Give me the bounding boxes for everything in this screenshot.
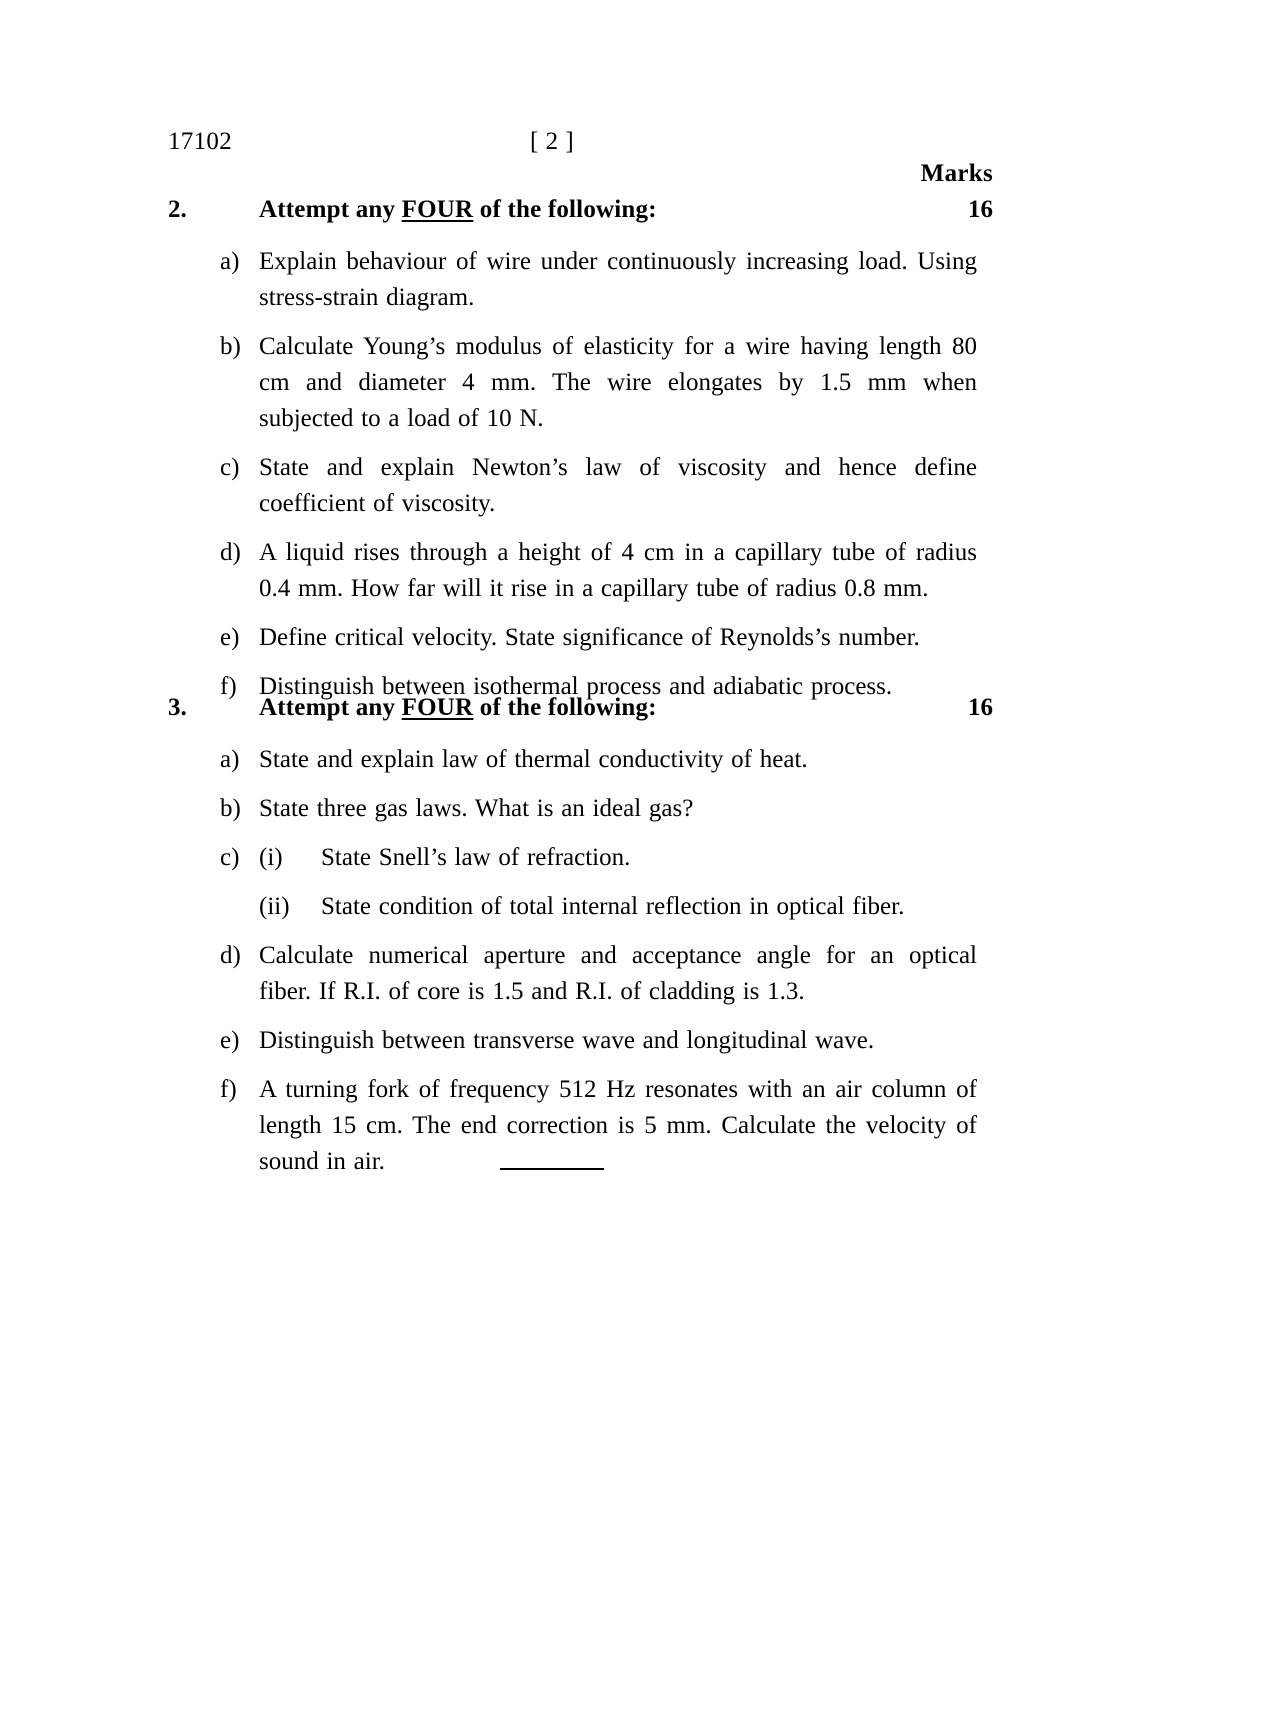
question-2-number: 2. [168,196,187,223]
list-item [168,244,994,316]
page-number: [ 2 ] [530,128,575,155]
subitem-text: State condition of total internal reflection in optical fiber. [321,893,905,920]
paper-code: 17102 [168,128,232,155]
item-text: State three gas laws. What is an ideal gas? [259,795,694,822]
item-label: a) [220,746,240,773]
item-text: State and explain Newton’s law of viscosity and hence define coefficient of viscosity. [259,454,977,517]
list-item [168,938,994,1010]
item-subparts [259,840,994,925]
item-text: A liquid rises through a height of 4 cm in a capillary tube of radius 0.4 mm. How far will it rise in a capillary tube of radius 0.8 mm. [259,539,977,602]
question-3-heading [168,694,994,728]
question-3-title-suffix: of the following: [473,694,657,721]
item-text: Distinguish between transverse wave and longitudinal wave. [259,1027,875,1054]
question-3-title-emphasis: FOUR [401,694,474,721]
question-3-number: 3. [168,694,187,721]
item-label: a) [220,248,240,275]
item-text: Define critical velocity. State significance of Reynolds’s number. [259,624,920,651]
question-3-items [168,738,994,1180]
item-text: State and explain law of thermal conductivity of heat. [259,746,808,773]
item-text: Explain behaviour of wire under continuously increasing load. Using stress-strain diagram. [259,248,977,311]
subitem-text: State Snell’s law of refraction. [321,844,631,871]
question-2-items [168,240,994,705]
question-2-title-prefix: Attempt any [259,196,402,223]
page-header [168,128,1000,162]
list-item [168,535,994,607]
item-text: Calculate Young’s modulus of elasticity for a wire having length 80 cm and diameter 4 mm. The wire elongates by 1.5 mm when subjected to a load of 10 N. [259,333,977,432]
list-item [168,450,994,522]
item-label: b) [220,333,241,360]
list-item [168,620,994,656]
item-text: Calculate numerical aperture and acceptance angle for an optical fiber. If R.I. of core is 1.5 and R.I. of cladding is 1.3. [259,942,977,1005]
list-item [168,1072,994,1180]
footer-divider [500,1168,604,1170]
subitem-label: (ii) [259,893,290,920]
list-subitem [259,889,994,925]
question-3-title [259,694,657,722]
item-text: Distinguish between isothermal process and adiabatic process. [259,673,893,700]
question-3-title-prefix: Attempt any [259,694,402,721]
question-block-2 [168,196,994,718]
list-subitem [259,840,994,876]
item-text: A turning fork of frequency 512 Hz resonates with an air column of length 15 cm. The end correction is 5 mm. Calculate the velocity of sound in air. [259,1076,977,1175]
item-label: b) [220,795,241,822]
question-2-title [259,196,657,224]
list-item [168,329,994,437]
list-item [168,840,994,925]
subitem-label: (i) [259,844,283,871]
question-2-title-suffix: of the following: [473,196,657,223]
question-2-marks: 16 [968,196,993,223]
marks-column-label: Marks [920,160,993,187]
list-item [168,742,994,778]
question-2-heading [168,196,994,230]
question-3-marks: 16 [968,694,993,721]
item-label: f) [220,1076,237,1103]
list-item [168,791,994,827]
item-label: e) [220,1027,240,1054]
question-block-3 [168,694,994,1193]
item-label: f) [220,673,237,700]
item-label: e) [220,624,240,651]
item-label: c) [220,844,240,871]
item-label: c) [220,454,240,481]
item-label: d) [220,539,241,566]
question-2-title-emphasis: FOUR [401,196,474,223]
item-label: d) [220,942,241,969]
list-item [168,1023,994,1059]
